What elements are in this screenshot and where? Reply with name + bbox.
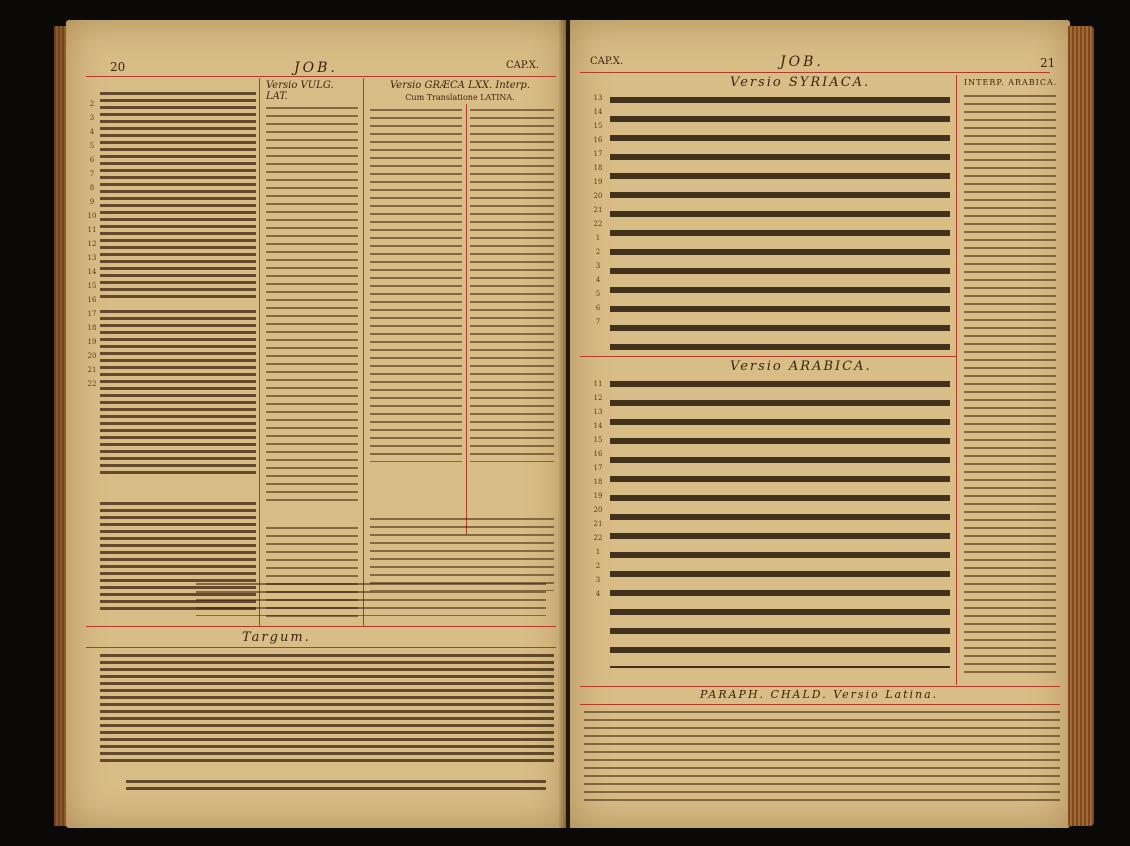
greek-column xyxy=(370,106,462,466)
section-rule xyxy=(86,626,556,627)
column-rule xyxy=(259,78,260,626)
vulgate-text-block xyxy=(266,104,358,504)
chapter-label: CAP.X. xyxy=(590,56,624,67)
running-head: JOB. xyxy=(780,54,824,70)
paraph-text-block xyxy=(584,708,1060,802)
syriac-text-block xyxy=(610,92,950,350)
page-number: 21 xyxy=(1040,56,1056,70)
section-rule xyxy=(580,356,956,357)
verse-numbers-arabic: 11 12 13 14 15 16 17 18 19 20 21 22 1 2 3 4 xyxy=(593,380,603,598)
targum-text-block xyxy=(100,652,554,764)
hebrew-column xyxy=(100,80,256,620)
targum-last-line xyxy=(126,778,546,792)
interp-arabica-title: INTERP. ARABICA. xyxy=(964,78,1058,87)
running-head: JOB. xyxy=(294,60,338,76)
greek-title: Versio GRÆCA LXX. Interp. xyxy=(389,80,531,91)
targum-rule xyxy=(86,647,556,648)
greek-latin-column xyxy=(470,106,554,466)
vulgate-column xyxy=(266,104,358,624)
verse-numbers-syriac: 13 14 15 16 17 18 19 20 21 22 1 2 3 4 5 6 7 xyxy=(593,94,603,326)
open-book xyxy=(38,12,1098,838)
syriac-column xyxy=(610,92,950,354)
column-rule xyxy=(363,78,364,626)
page-number: 20 xyxy=(110,60,126,74)
hebrew-text-block xyxy=(100,308,256,478)
targum-title: Targum. xyxy=(242,630,311,645)
left-page xyxy=(66,20,566,828)
hebrew-text-block xyxy=(100,90,256,300)
greek-inner-rule xyxy=(466,104,467,534)
greek-latin-text-block xyxy=(470,106,554,462)
column-rule xyxy=(956,75,957,685)
greek-subtitle: Cum Translatione LATINA. xyxy=(405,93,515,102)
interp-text-block xyxy=(964,92,1056,678)
greek-text-block xyxy=(370,106,462,462)
chapter-label: CAP.X. xyxy=(506,60,540,71)
targum-text-block xyxy=(126,778,546,790)
right-page xyxy=(570,20,1070,828)
interp-arabica-column xyxy=(964,92,1056,682)
arabic-title: Versio ARABICA. xyxy=(730,359,872,374)
header-rule xyxy=(86,76,556,77)
paraph-chald-column xyxy=(584,708,1060,806)
syriac-title: Versio SYRIACA. xyxy=(730,75,871,90)
paraph-chald-title: PARAPH. CHALD. Versio Latina. xyxy=(700,688,939,701)
section-rule xyxy=(580,704,1060,705)
targum-column xyxy=(100,652,554,772)
verse-numbers-left: 2 3 4 5 6 7 8 9 10 11 12 13 14 15 16 17 18 19 20 21 22 xyxy=(87,100,97,388)
apparatus-note xyxy=(196,580,546,620)
apparatus-text-block xyxy=(196,580,546,616)
section-rule xyxy=(580,686,1060,687)
vulgate-title: Versio VULG. LAT. xyxy=(266,80,334,102)
header-rule xyxy=(580,72,1050,73)
arabic-column xyxy=(610,376,950,670)
arabic-text-block xyxy=(610,376,950,668)
right-page-edge xyxy=(1068,26,1094,826)
